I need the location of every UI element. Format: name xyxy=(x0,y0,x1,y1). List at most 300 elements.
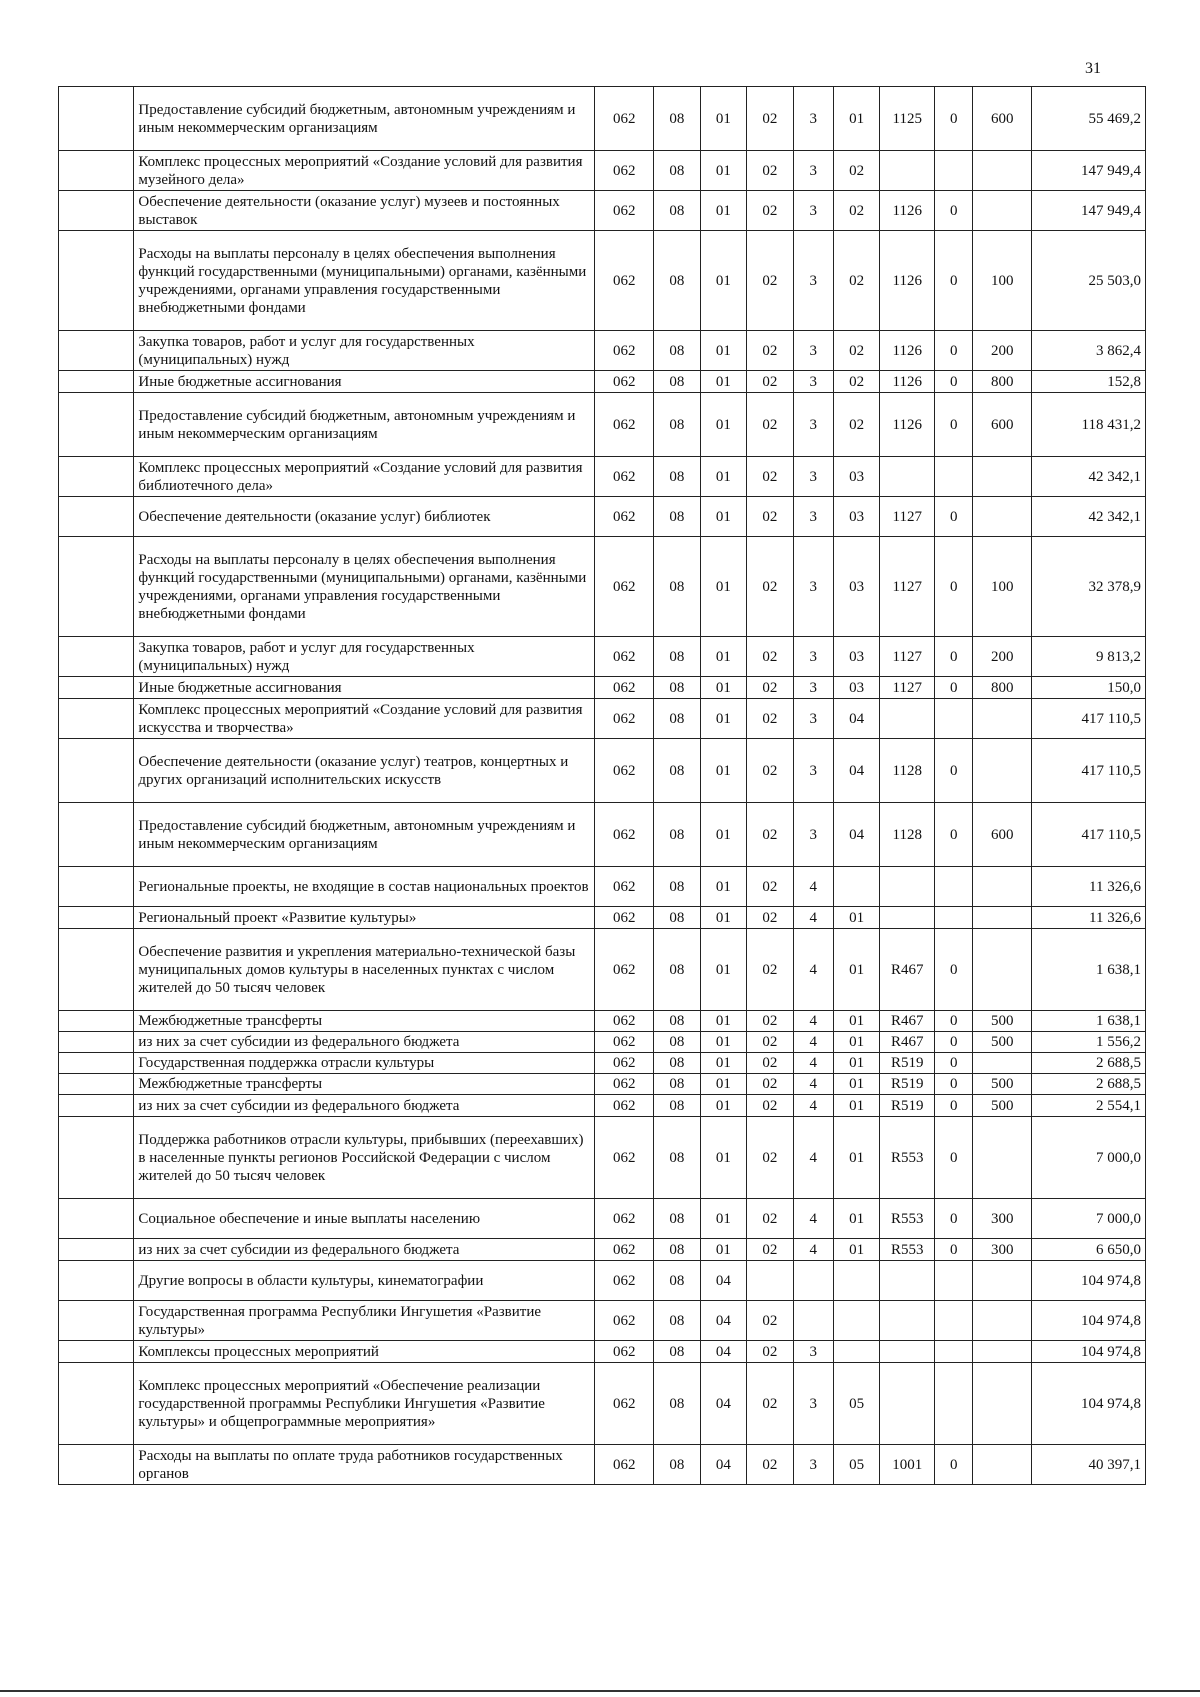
code-cell-p3: 01 xyxy=(833,1011,879,1032)
code-cell-p1: 02 xyxy=(747,867,793,907)
code-cell-rz: 08 xyxy=(654,191,700,231)
row-index-cell xyxy=(59,739,134,803)
code-cell-p3: 01 xyxy=(833,1199,879,1239)
code-cell-p4 xyxy=(880,1341,935,1363)
code-cell-pr: 01 xyxy=(700,1074,746,1095)
code-cell-p4: 1127 xyxy=(880,677,935,699)
row-sum-cell: 2 554,1 xyxy=(1032,1095,1146,1117)
code-cell-p4: R467 xyxy=(880,929,935,1011)
code-cell-p3: 02 xyxy=(833,371,879,393)
code-cell-gr: 062 xyxy=(595,907,654,929)
code-cell-vr: 300 xyxy=(973,1199,1032,1239)
code-cell-p3: 01 xyxy=(833,907,879,929)
code-cell-p3: 02 xyxy=(833,331,879,371)
code-cell-gr: 062 xyxy=(595,331,654,371)
table-row xyxy=(59,1032,1146,1053)
code-cell-p5: 0 xyxy=(935,803,973,867)
code-cell-p1: 02 xyxy=(747,1011,793,1032)
code-cell-p5: 0 xyxy=(935,1053,973,1074)
code-cell-pr: 01 xyxy=(700,929,746,1011)
row-index-cell xyxy=(59,1095,134,1117)
table-row xyxy=(59,1074,1146,1095)
table-row xyxy=(59,1053,1146,1074)
row-sum-cell: 6 650,0 xyxy=(1032,1239,1146,1261)
code-cell-p5: 0 xyxy=(935,371,973,393)
code-cell-p3: 02 xyxy=(833,393,879,457)
code-cell-vr: 600 xyxy=(973,803,1032,867)
code-cell-pr: 01 xyxy=(700,1199,746,1239)
row-name-cell: Обеспечение развития и укрепления материально-технической базы муниципальных домов культуры в населенных пунктах с числом жителей до 50 тысяч человек xyxy=(134,929,595,1011)
code-cell-p4: 1126 xyxy=(880,231,935,331)
code-cell-vr xyxy=(973,1261,1032,1301)
code-cell-p5: 0 xyxy=(935,1095,973,1117)
row-index-cell xyxy=(59,1341,134,1363)
row-name-cell: Комплекс процессных мероприятий «Создание условий для развития музейного дела» xyxy=(134,151,595,191)
code-cell-p1: 02 xyxy=(747,1239,793,1261)
code-cell-p4: R467 xyxy=(880,1032,935,1053)
code-cell-p5: 0 xyxy=(935,331,973,371)
code-cell-p2: 3 xyxy=(793,497,833,537)
code-cell-p1: 02 xyxy=(747,331,793,371)
code-cell-rz: 08 xyxy=(654,87,700,151)
code-cell-p4: R553 xyxy=(880,1239,935,1261)
code-cell-p3: 04 xyxy=(833,739,879,803)
row-name-cell: Государственная поддержка отрасли культуры xyxy=(134,1053,595,1074)
code-cell-vr xyxy=(973,739,1032,803)
code-cell-gr: 062 xyxy=(595,1074,654,1095)
code-cell-p5: 0 xyxy=(935,497,973,537)
code-cell-gr: 062 xyxy=(595,677,654,699)
code-cell-pr: 01 xyxy=(700,907,746,929)
code-cell-p2: 4 xyxy=(793,1239,833,1261)
code-cell-p1: 02 xyxy=(747,1095,793,1117)
code-cell-rz: 08 xyxy=(654,907,700,929)
code-cell-vr: 500 xyxy=(973,1074,1032,1095)
row-index-cell xyxy=(59,1199,134,1239)
code-cell-gr: 062 xyxy=(595,1239,654,1261)
code-cell-p4: R553 xyxy=(880,1199,935,1239)
row-name-cell: Обеспечение деятельности (оказание услуг) библиотек xyxy=(134,497,595,537)
code-cell-gr: 062 xyxy=(595,929,654,1011)
code-cell-p2: 3 xyxy=(793,1363,833,1445)
code-cell-p1: 02 xyxy=(747,677,793,699)
row-index-cell xyxy=(59,1239,134,1261)
code-cell-pr: 01 xyxy=(700,1117,746,1199)
code-cell-p5: 0 xyxy=(935,637,973,677)
table-row xyxy=(59,331,1146,371)
code-cell-rz: 08 xyxy=(654,699,700,739)
code-cell-p5 xyxy=(935,1363,973,1445)
row-sum-cell: 7 000,0 xyxy=(1032,1117,1146,1199)
table-row xyxy=(59,1341,1146,1363)
code-cell-p1: 02 xyxy=(747,1074,793,1095)
code-cell-p2 xyxy=(793,1301,833,1341)
table-row xyxy=(59,1095,1146,1117)
table-row xyxy=(59,1301,1146,1341)
row-index-cell xyxy=(59,1261,134,1301)
row-index-cell xyxy=(59,1301,134,1341)
code-cell-gr: 062 xyxy=(595,1301,654,1341)
table-row xyxy=(59,739,1146,803)
code-cell-p1: 02 xyxy=(747,1032,793,1053)
row-index-cell xyxy=(59,1032,134,1053)
code-cell-gr: 062 xyxy=(595,87,654,151)
code-cell-p4: 1127 xyxy=(880,537,935,637)
code-cell-vr xyxy=(973,1363,1032,1445)
row-name-cell: Обеспечение деятельности (оказание услуг) музеев и постоянных выставок xyxy=(134,191,595,231)
code-cell-pr: 01 xyxy=(700,867,746,907)
table-row xyxy=(59,231,1146,331)
code-cell-p4: R467 xyxy=(880,1011,935,1032)
code-cell-p3 xyxy=(833,1301,879,1341)
code-cell-p2: 4 xyxy=(793,867,833,907)
code-cell-gr: 062 xyxy=(595,1363,654,1445)
code-cell-p2: 3 xyxy=(793,151,833,191)
row-sum-cell: 152,8 xyxy=(1032,371,1146,393)
row-name-cell: из них за счет субсидии из федерального бюджета xyxy=(134,1239,595,1261)
row-sum-cell: 118 431,2 xyxy=(1032,393,1146,457)
code-cell-p1: 02 xyxy=(747,1117,793,1199)
code-cell-vr: 500 xyxy=(973,1032,1032,1053)
code-cell-p3: 02 xyxy=(833,231,879,331)
code-cell-rz: 08 xyxy=(654,371,700,393)
code-cell-p2: 3 xyxy=(793,677,833,699)
code-cell-p2: 3 xyxy=(793,371,833,393)
code-cell-p4: 1126 xyxy=(880,191,935,231)
code-cell-vr: 500 xyxy=(973,1011,1032,1032)
row-sum-cell: 9 813,2 xyxy=(1032,637,1146,677)
code-cell-p3: 05 xyxy=(833,1445,879,1485)
row-name-cell: Другие вопросы в области культуры, кинематографии xyxy=(134,1261,595,1301)
code-cell-rz: 08 xyxy=(654,231,700,331)
row-name-cell: из них за счет субсидии из федерального бюджета xyxy=(134,1095,595,1117)
code-cell-p4: R519 xyxy=(880,1053,935,1074)
code-cell-pr: 04 xyxy=(700,1445,746,1485)
code-cell-p2: 3 xyxy=(793,739,833,803)
code-cell-vr xyxy=(973,1445,1032,1485)
code-cell-rz: 08 xyxy=(654,1199,700,1239)
row-index-cell xyxy=(59,867,134,907)
code-cell-vr xyxy=(973,1301,1032,1341)
code-cell-p1: 02 xyxy=(747,1053,793,1074)
code-cell-p3 xyxy=(833,1341,879,1363)
row-sum-cell: 104 974,8 xyxy=(1032,1261,1146,1301)
row-index-cell xyxy=(59,1011,134,1032)
code-cell-p2: 4 xyxy=(793,1053,833,1074)
code-cell-p5 xyxy=(935,699,973,739)
code-cell-p4 xyxy=(880,699,935,739)
code-cell-p5: 0 xyxy=(935,1032,973,1053)
code-cell-p1: 02 xyxy=(747,537,793,637)
code-cell-rz: 08 xyxy=(654,497,700,537)
row-name-cell: Предоставление субсидий бюджетным, автономным учреждениям и иным некоммерческим организациям xyxy=(134,803,595,867)
code-cell-vr xyxy=(973,867,1032,907)
code-cell-p3 xyxy=(833,867,879,907)
code-cell-gr: 062 xyxy=(595,457,654,497)
code-cell-pr: 01 xyxy=(700,371,746,393)
row-sum-cell: 11 326,6 xyxy=(1032,907,1146,929)
code-cell-p2: 4 xyxy=(793,929,833,1011)
row-name-cell: Закупка товаров, работ и услуг для государственных (муниципальных) нужд xyxy=(134,637,595,677)
code-cell-rz: 08 xyxy=(654,1239,700,1261)
code-cell-p2: 4 xyxy=(793,1011,833,1032)
code-cell-rz: 08 xyxy=(654,1301,700,1341)
code-cell-p4: 1125 xyxy=(880,87,935,151)
row-sum-cell: 147 949,4 xyxy=(1032,151,1146,191)
code-cell-vr xyxy=(973,929,1032,1011)
row-sum-cell: 417 110,5 xyxy=(1032,739,1146,803)
row-sum-cell: 7 000,0 xyxy=(1032,1199,1146,1239)
row-name-cell: Расходы на выплаты по оплате труда работников государственных органов xyxy=(134,1445,595,1485)
row-name-cell: Обеспечение деятельности (оказание услуг) театров, концертных и других организаций исполнительских искусств xyxy=(134,739,595,803)
code-cell-p5 xyxy=(935,457,973,497)
code-cell-p3: 01 xyxy=(833,1239,879,1261)
code-cell-rz: 08 xyxy=(654,929,700,1011)
code-cell-rz: 08 xyxy=(654,739,700,803)
table-row xyxy=(59,677,1146,699)
code-cell-pr: 01 xyxy=(700,1095,746,1117)
code-cell-p4: R553 xyxy=(880,1117,935,1199)
row-index-cell xyxy=(59,537,134,637)
code-cell-p5 xyxy=(935,907,973,929)
code-cell-p5: 0 xyxy=(935,1199,973,1239)
code-cell-pr: 01 xyxy=(700,1011,746,1032)
code-cell-gr: 062 xyxy=(595,1053,654,1074)
code-cell-pr: 04 xyxy=(700,1261,746,1301)
code-cell-vr xyxy=(973,497,1032,537)
code-cell-vr xyxy=(973,1053,1032,1074)
code-cell-p3: 03 xyxy=(833,457,879,497)
code-cell-p1: 02 xyxy=(747,803,793,867)
code-cell-p1: 02 xyxy=(747,151,793,191)
code-cell-p1: 02 xyxy=(747,699,793,739)
code-cell-p4 xyxy=(880,151,935,191)
code-cell-p5: 0 xyxy=(935,231,973,331)
code-cell-p5: 0 xyxy=(935,1117,973,1199)
code-cell-gr: 062 xyxy=(595,1261,654,1301)
table-body xyxy=(59,87,1146,1485)
code-cell-p2: 3 xyxy=(793,231,833,331)
code-cell-rz: 08 xyxy=(654,1117,700,1199)
row-name-cell: Закупка товаров, работ и услуг для государственных (муниципальных) нужд xyxy=(134,331,595,371)
code-cell-rz: 08 xyxy=(654,331,700,371)
code-cell-p2: 4 xyxy=(793,1032,833,1053)
row-index-cell xyxy=(59,497,134,537)
code-cell-p1: 02 xyxy=(747,1301,793,1341)
row-index-cell xyxy=(59,1117,134,1199)
row-index-cell xyxy=(59,929,134,1011)
code-cell-rz: 08 xyxy=(654,1363,700,1445)
row-index-cell xyxy=(59,907,134,929)
table-row xyxy=(59,803,1146,867)
row-index-cell xyxy=(59,1053,134,1074)
row-sum-cell: 104 974,8 xyxy=(1032,1341,1146,1363)
code-cell-pr: 01 xyxy=(700,457,746,497)
code-cell-p5 xyxy=(935,151,973,191)
table-row xyxy=(59,457,1146,497)
row-sum-cell: 3 862,4 xyxy=(1032,331,1146,371)
code-cell-gr: 062 xyxy=(595,867,654,907)
row-name-cell: Государственная программа Республики Ингушетия «Развитие культуры» xyxy=(134,1301,595,1341)
code-cell-rz: 08 xyxy=(654,151,700,191)
code-cell-p4: 1127 xyxy=(880,637,935,677)
code-cell-p4 xyxy=(880,867,935,907)
row-index-cell xyxy=(59,1445,134,1485)
table-row xyxy=(59,1117,1146,1199)
code-cell-pr: 01 xyxy=(700,191,746,231)
code-cell-p4: 1128 xyxy=(880,739,935,803)
row-index-cell xyxy=(59,1074,134,1095)
row-sum-cell: 417 110,5 xyxy=(1032,699,1146,739)
code-cell-p3: 01 xyxy=(833,929,879,1011)
row-name-cell: Региональный проект «Развитие культуры» xyxy=(134,907,595,929)
code-cell-pr: 01 xyxy=(700,393,746,457)
row-name-cell: Поддержка работников отрасли культуры, прибывших (переехавших) в населенные пункты регионов Российской Федерации с числом жителей до 50 тысяч человек xyxy=(134,1117,595,1199)
code-cell-p3: 05 xyxy=(833,1363,879,1445)
scan-edge-mark xyxy=(0,1690,1200,1692)
code-cell-p1: 02 xyxy=(747,87,793,151)
row-sum-cell: 417 110,5 xyxy=(1032,803,1146,867)
code-cell-p5 xyxy=(935,867,973,907)
code-cell-gr: 062 xyxy=(595,699,654,739)
code-cell-p2: 3 xyxy=(793,803,833,867)
table-row xyxy=(59,151,1146,191)
code-cell-pr: 04 xyxy=(700,1341,746,1363)
table-row xyxy=(59,637,1146,677)
code-cell-p4 xyxy=(880,907,935,929)
table-row xyxy=(59,497,1146,537)
row-sum-cell: 2 688,5 xyxy=(1032,1074,1146,1095)
code-cell-pr: 01 xyxy=(700,637,746,677)
code-cell-gr: 062 xyxy=(595,393,654,457)
row-index-cell xyxy=(59,231,134,331)
row-sum-cell: 11 326,6 xyxy=(1032,867,1146,907)
row-name-cell: Комплекс процессных мероприятий «Создание условий для развития библиотечного дела» xyxy=(134,457,595,497)
code-cell-p2: 3 xyxy=(793,1341,833,1363)
code-cell-p1: 02 xyxy=(747,371,793,393)
code-cell-p1: 02 xyxy=(747,1363,793,1445)
code-cell-pr: 01 xyxy=(700,803,746,867)
code-cell-vr: 300 xyxy=(973,1239,1032,1261)
code-cell-pr: 01 xyxy=(700,677,746,699)
code-cell-pr: 01 xyxy=(700,739,746,803)
code-cell-p5 xyxy=(935,1261,973,1301)
code-cell-p4 xyxy=(880,1261,935,1301)
code-cell-p1: 02 xyxy=(747,907,793,929)
code-cell-rz: 08 xyxy=(654,637,700,677)
code-cell-p4: 1126 xyxy=(880,371,935,393)
table-row xyxy=(59,1199,1146,1239)
row-sum-cell: 1 638,1 xyxy=(1032,1011,1146,1032)
row-sum-cell: 25 503,0 xyxy=(1032,231,1146,331)
code-cell-vr xyxy=(973,907,1032,929)
code-cell-vr xyxy=(973,1341,1032,1363)
code-cell-vr: 200 xyxy=(973,637,1032,677)
code-cell-p5 xyxy=(935,1301,973,1341)
code-cell-rz: 08 xyxy=(654,1011,700,1032)
code-cell-gr: 062 xyxy=(595,1199,654,1239)
code-cell-p2: 3 xyxy=(793,191,833,231)
code-cell-rz: 08 xyxy=(654,457,700,497)
code-cell-gr: 062 xyxy=(595,1095,654,1117)
code-cell-vr: 100 xyxy=(973,231,1032,331)
code-cell-gr: 062 xyxy=(595,537,654,637)
code-cell-vr xyxy=(973,699,1032,739)
code-cell-vr: 600 xyxy=(973,87,1032,151)
code-cell-gr: 062 xyxy=(595,1032,654,1053)
code-cell-p1: 02 xyxy=(747,231,793,331)
row-sum-cell: 55 469,2 xyxy=(1032,87,1146,151)
code-cell-pr: 04 xyxy=(700,1301,746,1341)
code-cell-vr xyxy=(973,191,1032,231)
code-cell-p4: 1001 xyxy=(880,1445,935,1485)
row-index-cell xyxy=(59,1363,134,1445)
code-cell-p3: 01 xyxy=(833,87,879,151)
row-index-cell xyxy=(59,87,134,151)
code-cell-p4: 1127 xyxy=(880,497,935,537)
code-cell-vr xyxy=(973,1117,1032,1199)
row-name-cell: Расходы на выплаты персоналу в целях обеспечения выполнения функций государственными (муниципальными) органами, казёнными учреждениями, органами управления государственными внебюджетными фондами xyxy=(134,231,595,331)
code-cell-p5: 0 xyxy=(935,87,973,151)
code-cell-pr: 01 xyxy=(700,151,746,191)
row-name-cell: Социальное обеспечение и иные выплаты населению xyxy=(134,1199,595,1239)
row-index-cell xyxy=(59,699,134,739)
code-cell-p4: R519 xyxy=(880,1095,935,1117)
code-cell-rz: 08 xyxy=(654,1095,700,1117)
code-cell-p2: 4 xyxy=(793,907,833,929)
row-index-cell xyxy=(59,151,134,191)
table-row xyxy=(59,393,1146,457)
code-cell-p3: 02 xyxy=(833,191,879,231)
code-cell-p5: 0 xyxy=(935,1445,973,1485)
code-cell-rz: 08 xyxy=(654,867,700,907)
code-cell-p3: 01 xyxy=(833,1053,879,1074)
code-cell-p5: 0 xyxy=(935,1239,973,1261)
code-cell-p5: 0 xyxy=(935,393,973,457)
code-cell-p1: 02 xyxy=(747,393,793,457)
code-cell-p3: 01 xyxy=(833,1117,879,1199)
row-sum-cell: 104 974,8 xyxy=(1032,1301,1146,1341)
row-sum-cell: 150,0 xyxy=(1032,677,1146,699)
table-row xyxy=(59,87,1146,151)
row-index-cell xyxy=(59,677,134,699)
code-cell-gr: 062 xyxy=(595,637,654,677)
code-cell-pr: 01 xyxy=(700,87,746,151)
table-row xyxy=(59,1239,1146,1261)
code-cell-p5: 0 xyxy=(935,929,973,1011)
table-row xyxy=(59,1445,1146,1485)
code-cell-rz: 08 xyxy=(654,1074,700,1095)
code-cell-p1: 02 xyxy=(747,929,793,1011)
row-name-cell: Предоставление субсидий бюджетным, автономным учреждениям и иным некоммерческим организациям xyxy=(134,393,595,457)
code-cell-gr: 062 xyxy=(595,1445,654,1485)
code-cell-p4 xyxy=(880,1301,935,1341)
code-cell-p1: 02 xyxy=(747,1199,793,1239)
code-cell-p2: 4 xyxy=(793,1095,833,1117)
row-name-cell: Межбюджетные трансферты xyxy=(134,1011,595,1032)
code-cell-p2: 3 xyxy=(793,699,833,739)
table-row xyxy=(59,191,1146,231)
row-name-cell: Комплекс процессных мероприятий «Обеспечение реализации государственной программы Республики Ингушетия «Развитие культуры» и общепрограммные мероприятия» xyxy=(134,1363,595,1445)
row-name-cell: Расходы на выплаты персоналу в целях обеспечения выполнения функций государственными (муниципальными) органами, казёнными учреждениями, органами управления государственными внебюджетными фондами xyxy=(134,537,595,637)
code-cell-rz: 08 xyxy=(654,393,700,457)
row-name-cell: Межбюджетные трансферты xyxy=(134,1074,595,1095)
code-cell-gr: 062 xyxy=(595,371,654,393)
code-cell-pr: 01 xyxy=(700,331,746,371)
table-row xyxy=(59,699,1146,739)
code-cell-rz: 08 xyxy=(654,1053,700,1074)
code-cell-vr: 200 xyxy=(973,331,1032,371)
